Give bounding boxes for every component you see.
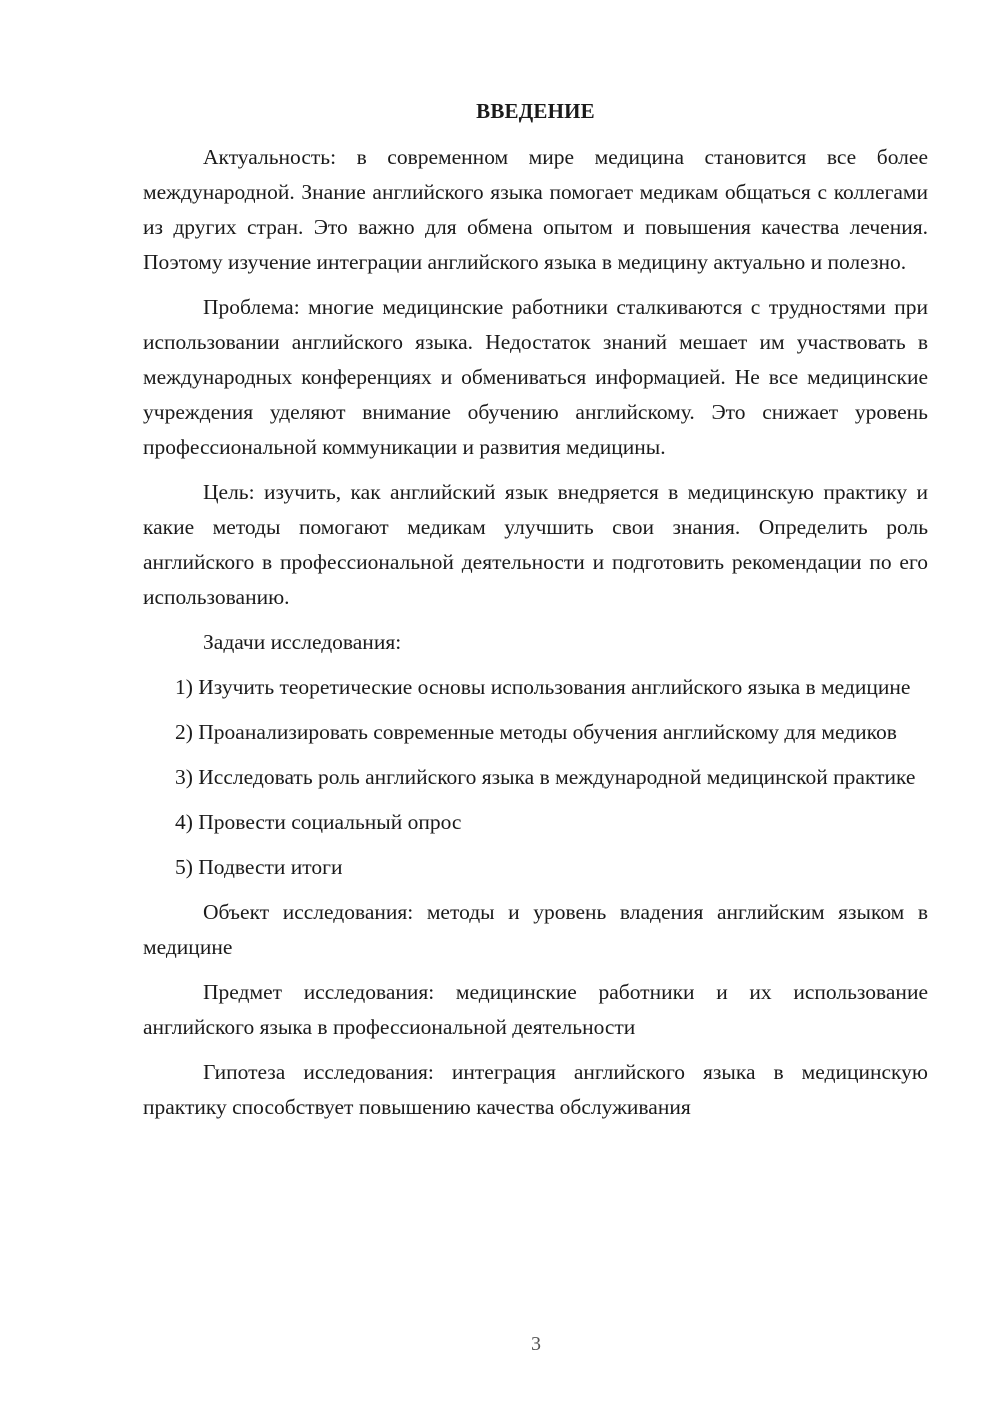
page-number: 3 [531, 1333, 541, 1355]
task-item-3: 3) Исследовать роль английского языка в международной медицинской практике [175, 765, 916, 789]
paragraph-hypothesis: Гипотеза исследования: интеграция английского языка в медицинскую практику способствует повышению качества обслуживания [143, 1060, 928, 1119]
paragraph-relevance: Актуальность: в современном мире медицина становится все более международной. Знание английского языка помогает медикам общаться с коллегами из других стран. Это важно для обмена опытом и повышения качества лечения. Поэтому изучение интеграции английского языка в медицину актуально и полезно. [143, 145, 928, 274]
paragraph-object: Объект исследования: методы и уровень владения английским языком в медицине [143, 900, 928, 959]
tasks-heading: Задачи исследования: [203, 630, 402, 654]
page-title: ВВЕДЕНИЕ [476, 99, 595, 123]
paragraph-goal: Цель: изучить, как английский язык внедряется в медицинскую практику и какие методы помогают медикам улучшить свои знания. Определить роль английского в профессиональной деятельности и подготовить рекомендации по его использованию. [143, 480, 928, 609]
task-item-4: 4) Провести социальный опрос [175, 810, 462, 834]
document-page [143, 96, 928, 1135]
task-item-1: 1) Изучить теоретические основы использования английского языка в медицине [175, 675, 911, 699]
paragraph-problem: Проблема: многие медицинские работники сталкиваются с трудностями при использовании английского языка. Недостаток знаний мешает им участвовать в международных конференциях и обмениваться информацией. Не все медицинские учреждения уделяют внимание обучению английскому. Это снижает уровень профессиональной коммуникации и развития медицины. [143, 295, 928, 459]
paragraph-subject: Предмет исследования: медицинские работники и их использование английского языка в профессиональной деятельности [143, 980, 928, 1039]
task-item-5: 5) Подвести итоги [175, 855, 343, 879]
task-item-2: 2) Проанализировать современные методы обучения английскому для медиков [175, 720, 897, 744]
